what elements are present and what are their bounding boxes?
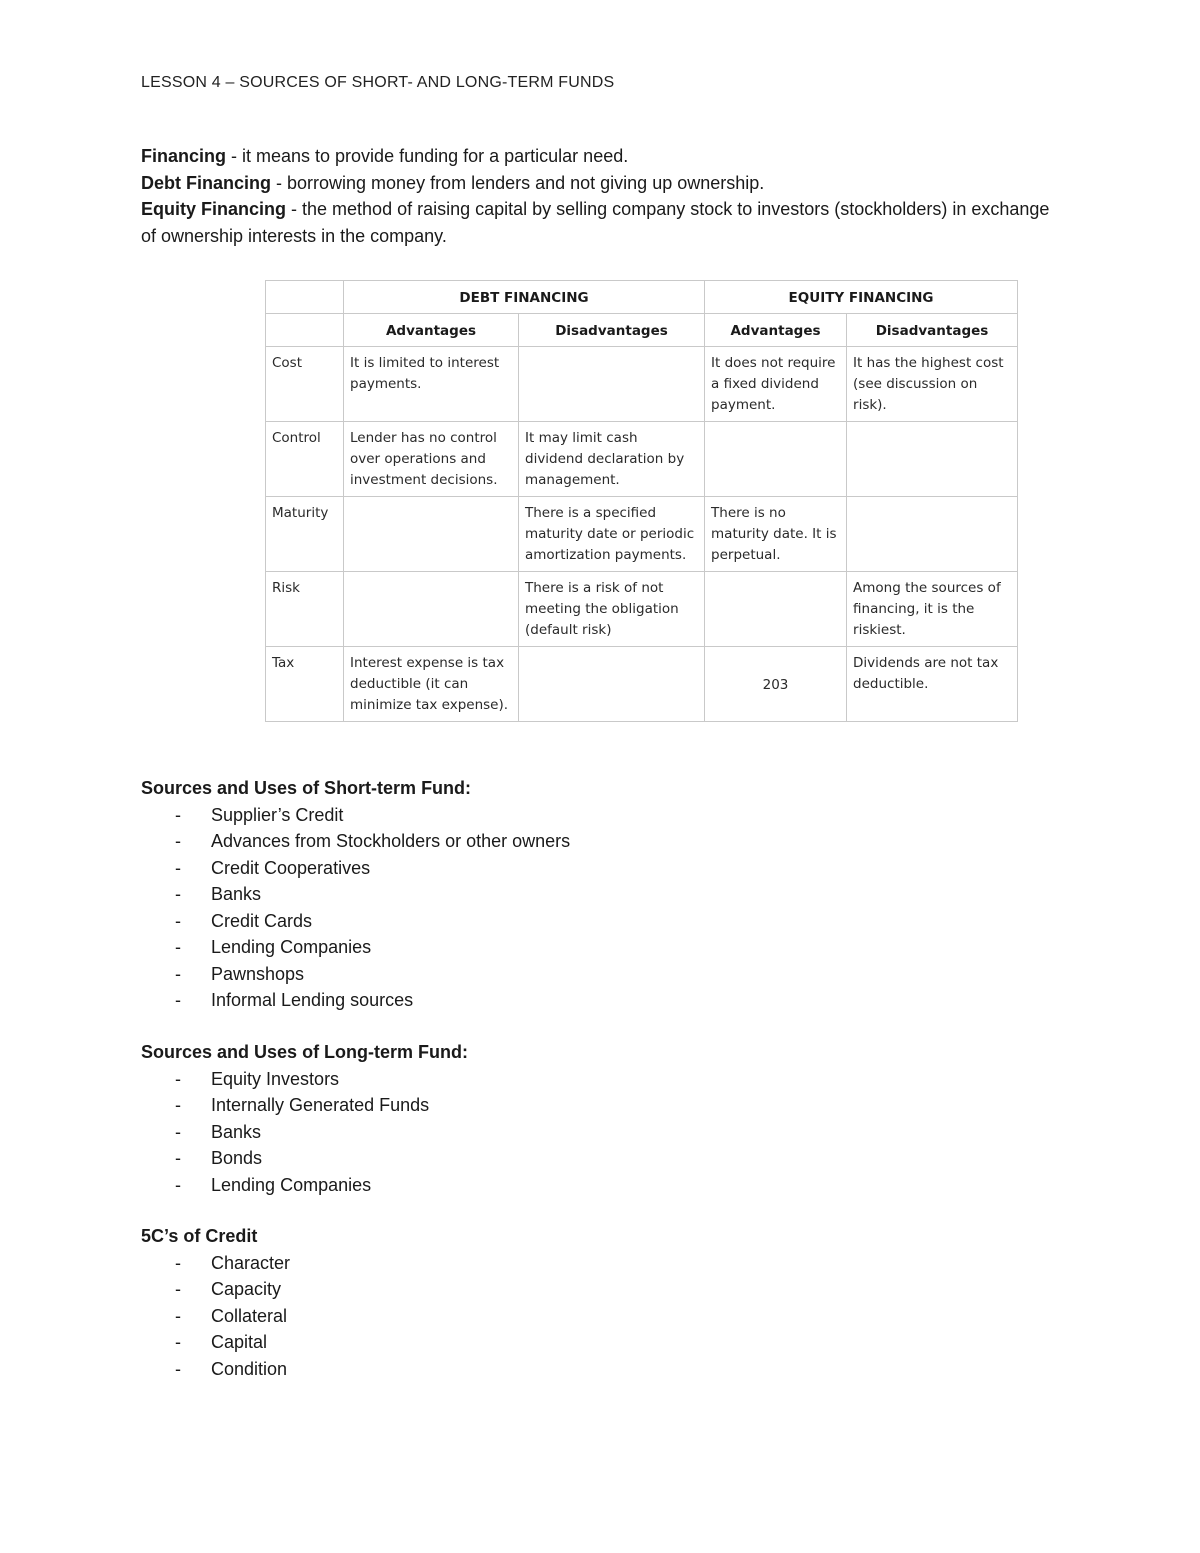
table-cell — [344, 497, 519, 572]
definition-equity-financing: Equity Financing - the method of raising capital by selling company stock to investors (stockholders) in exchange of ownership interests in the company. — [141, 199, 1050, 246]
subheader-equity-disadvantages: Disadvantages — [847, 314, 1018, 347]
subheader-debt-advantages: Advantages — [344, 314, 519, 347]
credit-list — [141, 1250, 290, 1383]
row-label: Tax — [266, 647, 344, 722]
table-cell — [344, 572, 519, 647]
list-item: - Banks — [175, 1121, 262, 1142]
short-term-section — [141, 775, 570, 1014]
list-item: - Collateral — [175, 1305, 288, 1326]
table-group-header — [266, 281, 1018, 314]
table-cell: It has the highest cost (see discussion on risk). — [847, 347, 1018, 422]
credit-heading: 5C’s of Credit — [141, 1226, 258, 1246]
list-item: - Pawnshops — [175, 963, 305, 984]
list-item: - Informal Lending sources — [175, 990, 414, 1010]
group-header-debt: DEBT FINANCING — [344, 281, 705, 314]
table-cell — [705, 422, 847, 497]
list-item: - Lending Companies — [175, 937, 372, 957]
subheader-debt-disadvantages: Disadvantages — [519, 314, 705, 347]
financing-comparison-table — [265, 280, 1018, 722]
table-cell: Lender has no control over operations and investment decisions. — [344, 422, 519, 497]
list-item: - Lending Companies — [175, 1174, 372, 1195]
table-cell: Among the sources of financing, it is the riskiest. — [847, 572, 1018, 647]
table-cell: There is no maturity date. It is perpetual. — [705, 497, 847, 572]
table-corner-cell — [266, 281, 344, 314]
list-item: - Bonds — [175, 1148, 263, 1168]
row-label: Risk — [266, 572, 344, 647]
table-cell — [519, 647, 705, 722]
list-item: - Credit Cards — [175, 910, 313, 931]
group-header-equity: EQUITY FINANCING — [705, 281, 1018, 314]
list-item: - Internally Generated Funds — [175, 1095, 430, 1115]
list-item: - Character — [175, 1252, 291, 1273]
table-cell: It does not require a fixed dividend payment. — [705, 347, 847, 422]
list-item: - Capital — [175, 1332, 268, 1352]
list-item: - Capacity — [175, 1279, 282, 1299]
table-row — [266, 572, 1018, 647]
table-cell: Interest expense is tax deductible (it can minimize tax expense). — [344, 647, 519, 722]
list-item: - Advances from Stockholders or other owners — [175, 831, 571, 851]
list-item: - Credit Cooperatives — [175, 857, 371, 878]
table-cell — [705, 572, 847, 647]
table-row — [266, 647, 1018, 722]
table-cell — [519, 347, 705, 422]
table-row — [266, 497, 1018, 572]
definition-financing: Financing - it means to provide funding for a particular need. — [141, 146, 629, 166]
table-corner-cell — [266, 314, 344, 347]
row-label: Cost — [266, 347, 344, 422]
long-term-section — [141, 1039, 468, 1198]
row-label: Control — [266, 422, 344, 497]
page-title: LESSON 4 – SOURCES OF SHORT- AND LONG-TERM FUNDS — [141, 74, 615, 91]
credit-section — [141, 1223, 290, 1382]
subheader-equity-advantages: Advantages — [705, 314, 847, 347]
list-item: - Supplier’s Credit — [175, 804, 344, 825]
definition-debt-financing: Debt Financing - borrowing money from lenders and not giving up ownership. — [141, 172, 765, 193]
list-item: - Condition — [175, 1358, 288, 1379]
table-cell: It may limit cash dividend declaration by management. — [519, 422, 705, 497]
table-cell: There is a specified maturity date or periodic amortization payments. — [519, 497, 705, 572]
table-row — [266, 422, 1018, 497]
table-sub-header — [266, 314, 1018, 347]
table-cell: It is limited to interest payments. — [344, 347, 519, 422]
short-term-heading: Sources and Uses of Short-term Fund: — [141, 778, 472, 798]
short-term-list — [141, 802, 570, 1014]
table-cell: There is a risk of not meeting the obligation (default risk) — [519, 572, 705, 647]
long-term-list — [141, 1066, 468, 1199]
row-label: Maturity — [266, 497, 344, 572]
table-cell — [847, 497, 1018, 572]
list-item: - Equity Investors — [175, 1068, 340, 1089]
table-cell: Dividends are not tax deductible. — [847, 647, 1018, 722]
table-cell: 203 — [705, 647, 847, 722]
table-cell — [847, 422, 1018, 497]
long-term-heading: Sources and Uses of Long-term Fund: — [141, 1042, 469, 1062]
definitions — [141, 143, 1051, 249]
table-row — [266, 347, 1018, 422]
list-item: - Banks — [175, 884, 262, 904]
